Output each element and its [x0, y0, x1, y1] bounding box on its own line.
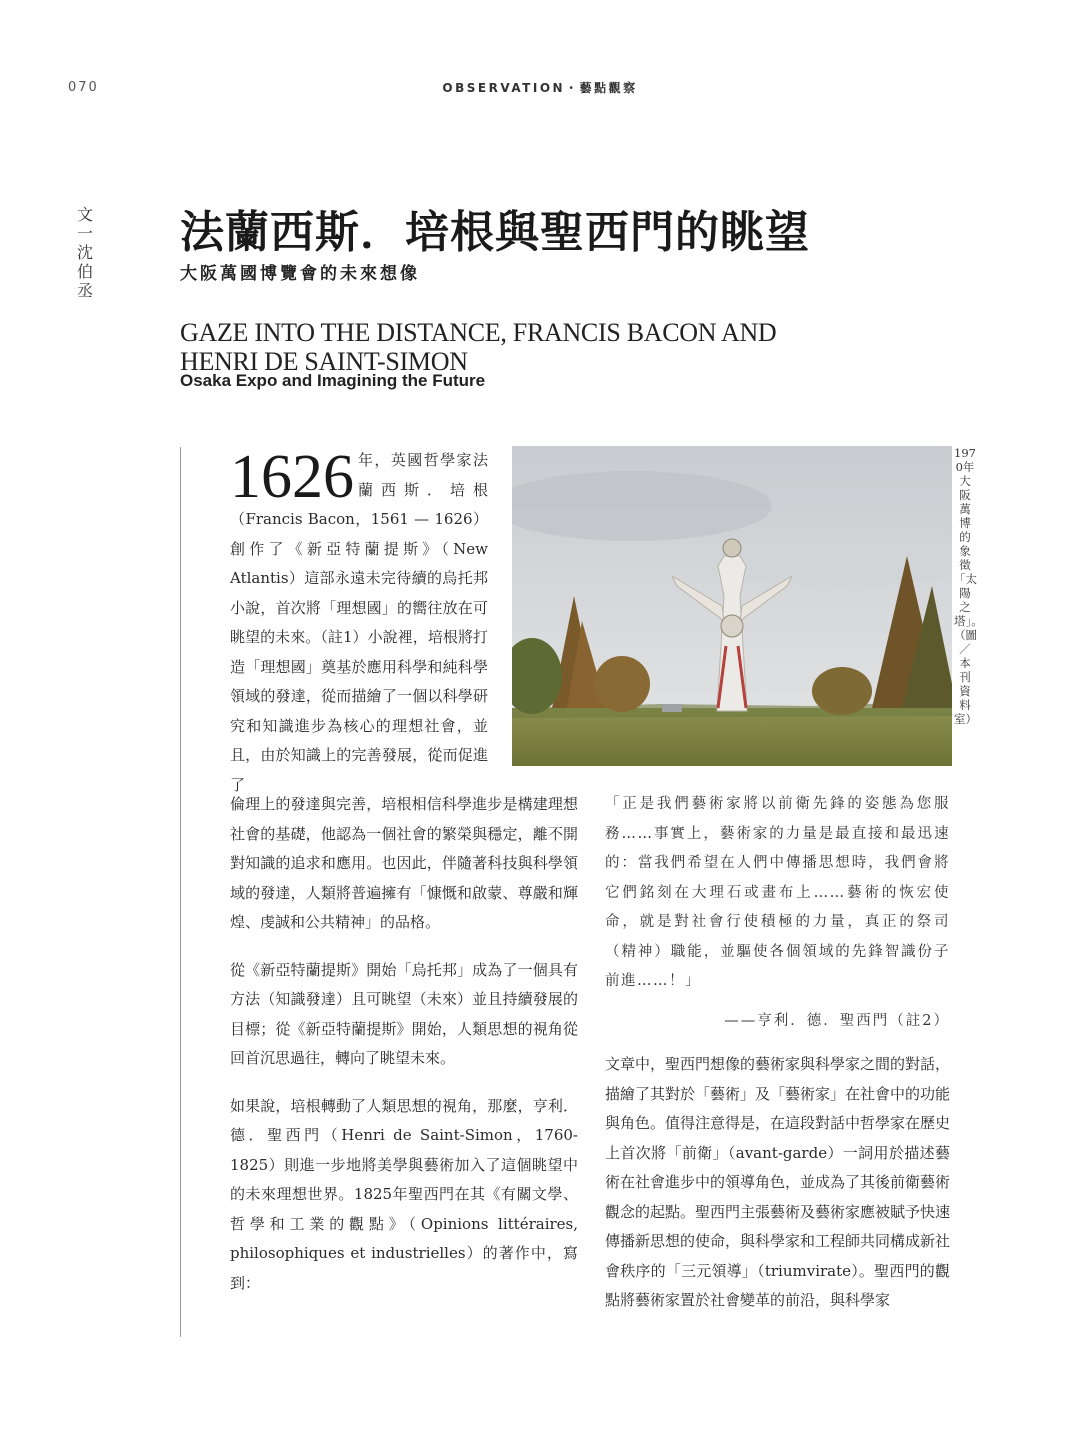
author-byline: 文一沈伯丞 — [76, 205, 93, 300]
article-title: 法蘭西斯．培根與聖西門的眺望 — [180, 207, 810, 258]
left-column — [230, 790, 578, 1316]
intro-paragraph — [230, 443, 488, 800]
page-number: 070 — [68, 80, 99, 95]
article-subtitle: 大阪萬國博覽會的未來想像 — [180, 264, 420, 284]
tower-of-the-sun-photo — [512, 446, 952, 766]
paragraph-4: 文章中，聖西門想像的藝術家與科學家之間的對話，描繪了其對於「藝術」及「藝術家」在社會中的功能與角色。值得注意得是，在這段對話中哲學家在歷史上首次將「前衛」（avant-garde）一詞用於描述藝術在社會進步中的領導角色，並成為了其後前衛藝術觀念的起點。聖西門主張藝術及藝術家應被賦予快速傳播新思想的使命，與科學家和工程師共同構成新社會秩序的「三元領導」（triumvirate）。聖西門的觀點將藝術家置於社會變革的前沿，與科學家 — [605, 1055, 951, 1309]
paragraph-1-continued: 倫理上的發達與完善，培根相信科學進步是構建理想社會的基礎，他認為一個社會的繁榮與穩定，離不開對知識的追求和應用。也因此，伴隨著科技與科學領域的發達，人類將普遍擁有「慷慨和啟蒙、尊嚴和輝煌、虔誠和公共精神」的品格。 — [230, 795, 578, 931]
drop-cap-year: 1626 — [230, 443, 354, 511]
right-column — [605, 1050, 950, 1316]
column-rule — [180, 447, 181, 1337]
saint-simon-quote: 「正是我們藝術家將以前衛先鋒的姿態為您服務……事實上，藝術家的力量是最直接和最迅速的：當我們希望在人們中傳播思想時，我們會將它們銘刻在大理石或畫布上……藝術的恢宏使命，就是對社會行使積極的力量，真正的祭司（精神）職能，並驅使各個領域的先鋒智識份子前進……！」 — [605, 796, 950, 989]
photo-caption: 1970年大阪萬博的象徵「太陽之塔」。（圖／本刊資料室） — [954, 446, 983, 726]
english-title: GAZE INTO THE DISTANCE, FRANCIS BACON AND HENRI DE SAINT-SIMON — [180, 318, 777, 376]
photo-illustration — [512, 446, 952, 766]
intro-text: 年，英國哲學家法蘭西斯．培根（Francis Bacon，1561 — 1626）創作了《新亞特蘭提斯》（New Atlantis）這部永遠未完待續的烏托邦小說，首次將「理想國」的嚮往放在可眺望的未來。（註1）小說裡，培根將打造「理想國」奠基於應用科學和純科學領域的發達，從而描繪了一個以科學研究和知識進步為核心的理想社會，並且，由於知識上的完善發展，從而促進了 — [230, 451, 488, 794]
english-subtitle: Osaka Expo and Imagining the Future — [180, 371, 486, 390]
running-header: OBSERVATION・藝點觀察 — [442, 81, 638, 95]
quote-attribution: ——亨利．德．聖西門（註2） — [724, 1013, 950, 1029]
paragraph-2: 從《新亞特蘭提斯》開始「烏托邦」成為了一個具有方法（知識發達）且可眺望（未來）並且持續發展的目標；從《新亞特蘭提斯》開始，人類思想的視角從回首沉思過往，轉向了眺望未來。 — [230, 960, 578, 1067]
paragraph-3: 如果說，培根轉動了人類思想的視角，那麼，亨利．德．聖西門（Henri de Saint-Simon，1760-1825）則進一步地將美學與藝術加入了這個眺望中的未來理想世界。1825年聖西門在其《有關文學、哲學和工業的觀點》（Opinions littéraires, philosophiques et industrielles）的著作中，寫到： — [230, 1096, 578, 1292]
